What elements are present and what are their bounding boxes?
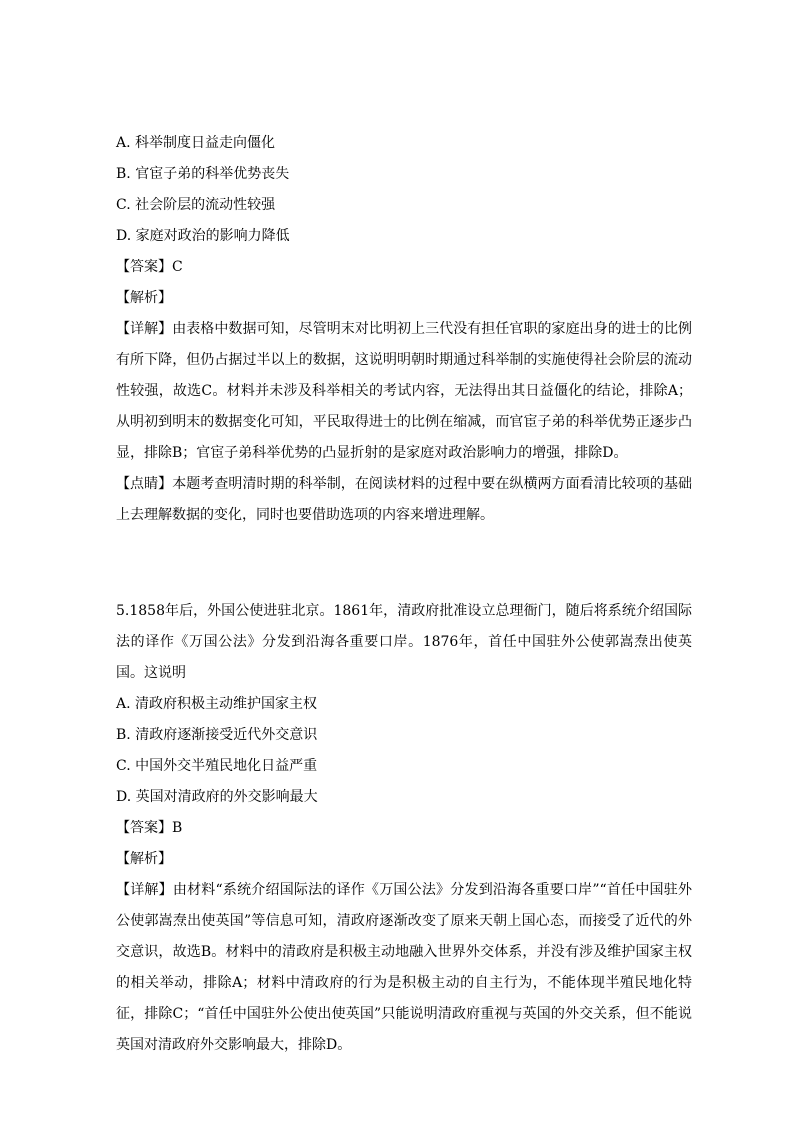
- option-d: D. 家庭对政治的影响力降低: [116, 228, 290, 244]
- option-b: B. 官宦子弟的科举优势丧失: [116, 166, 290, 182]
- answer: 【答案】B: [116, 820, 183, 836]
- option-a: A. 科举制度日益走向僵化: [116, 135, 276, 151]
- detail-paragraph: 【详解】由表格中数据可知，尽管明末对比明初上三代没有担任官职的家庭出身的进士的比例有所下降，但仍占据过半以上的数据，这说明明朝时期通过科举制的实施使得社会阶层的流动性较强，故选C。材料并未涉及科举相关的考试内容，无法得出其日益僵化的结论，排除A；从明初到明末的数据变化可知，平民取得进士的比例在缩减，而官宦子弟的科举优势正逐步凸显，排除B；官宦子弟科举优势的凸显折射的是家庭对政治影响力的增强，排除D。: [116, 321, 692, 461]
- tip-paragraph: 【点睛】本题考查明清时期的科举制，在阅读材料的过程中要在纵横两方面看清比较项的基础上去理解数据的变化，同时也要借助选项的内容来增进理解。: [116, 476, 692, 523]
- analysis-heading: 【解析】: [116, 851, 172, 867]
- option-d: D. 英国对清政府的外交影响最大: [116, 789, 318, 805]
- answer: 【答案】C: [116, 259, 183, 275]
- question-5-section: [116, 596, 692, 1061]
- option-c: C. 中国外交半殖民地化日益严重: [116, 758, 318, 774]
- detail-paragraph: 【详解】由材料“系统介绍国际法的译作《万国公法》分发到沿海各重要口岸”“首任中国驻外公使郭嵩焘出使英国”等信息可知，清政府逐渐改变了原来天朝上国心态，而接受了近代的外交意识，故选B。材料中的清政府是积极主动地融入世界外交体系，并没有涉及维护国家主权的相关举动，排除A；材料中清政府的行为是积极主动的自主行为，不能体现半殖民地化特征，排除C；“首任中国驻外公使出使英国”只能说明清政府重视与英国的外交关系，但不能说英国对清政府外交影响最大，排除D。: [116, 882, 692, 1053]
- analysis-heading: 【解析】: [116, 290, 172, 306]
- question-stem: 5.1858年后，外国公使进驻北京。1861年，清政府批准设立总理衙门，随后将系统介绍国际法的译作《万国公法》分发到沿海各重要口岸。1876年，首任中国驻外公使郭嵩焘出使英国。这说明: [116, 603, 692, 681]
- question-4-section: [116, 128, 692, 531]
- option-c: C. 社会阶层的流动性较强: [116, 197, 276, 213]
- option-a: A. 清政府积极主动维护国家主权: [116, 696, 318, 712]
- option-b: B. 清政府逐渐接受近代外交意识: [116, 727, 318, 743]
